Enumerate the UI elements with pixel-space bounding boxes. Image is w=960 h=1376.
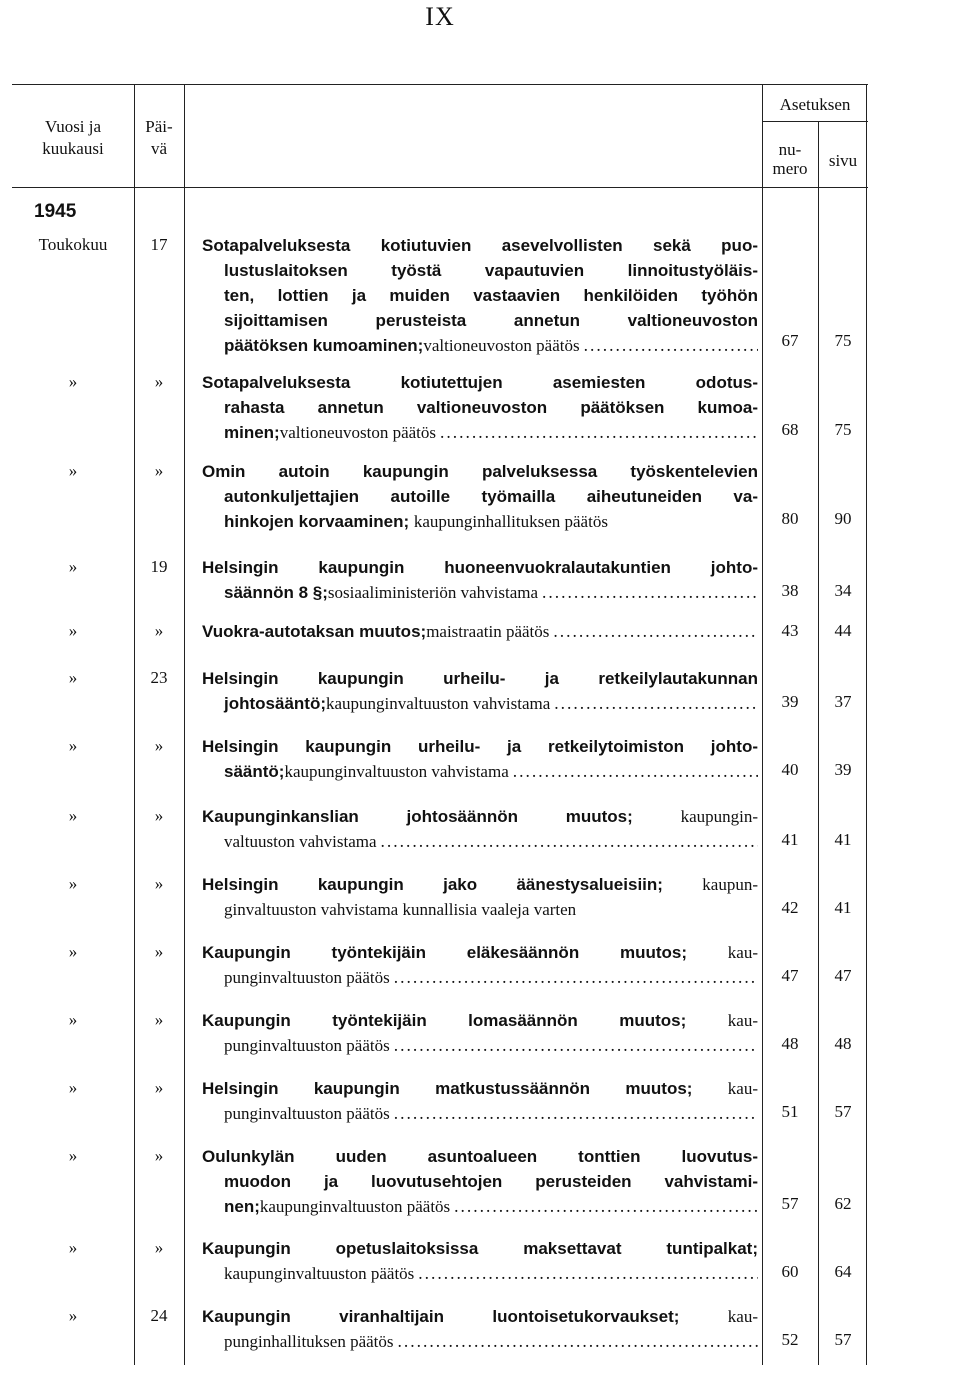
entry-title-text: Kaupungin opetuslaitoksissa maksettavat tuntipalkat;: [202, 1239, 758, 1258]
entry-line: [202, 1304, 758, 1329]
entry-source-text: kau-: [727, 1307, 758, 1326]
entry-line: [202, 940, 758, 965]
entry-line: [202, 1329, 758, 1354]
entry-title-text: Helsingin kaupungin huoneenvuokralautakuntien johto-: [202, 558, 758, 577]
entry-line: [202, 283, 758, 308]
entry-day: »: [154, 1010, 164, 1029]
entry-description: [202, 872, 758, 922]
entry-description: [202, 1144, 758, 1219]
entry-source-text: punginvaltuuston päätös: [224, 1104, 390, 1123]
entry-month: »: [68, 372, 78, 391]
entry-line: [202, 1033, 758, 1058]
entry-line: [202, 484, 758, 509]
dot-leader: [394, 1033, 758, 1057]
entry-title-text: rahasta annetun valtioneuvoston päätöksen kumoa-: [224, 398, 758, 417]
entry-decree-number: 42: [781, 898, 799, 917]
entry-day: »: [154, 736, 164, 755]
header-year-month: kuukausi: [42, 139, 104, 158]
entry-title-text: päätöksen kumoaminen;: [224, 336, 424, 355]
entry-source-text: kau-: [727, 943, 758, 962]
entry-day: »: [154, 1238, 164, 1257]
entry-title-text: lustuslaitoksen työstä vapautuvien linnoitustyöläis-: [224, 261, 758, 280]
entry-title-text: johtosääntö;: [224, 694, 326, 713]
entry-line: [202, 1144, 758, 1169]
entry-title-text: minen;: [224, 423, 280, 442]
header-divider: [762, 121, 868, 122]
header-year-month: Vuosi ja: [44, 117, 102, 136]
entry-page: 44: [834, 621, 852, 640]
page-number: IX: [425, 2, 455, 31]
entry-title-text: Kaupungin työntekijäin lomasäännön muutos;: [202, 1011, 728, 1030]
entry-decree-number: 48: [781, 1034, 799, 1053]
entry-decree-number: 52: [781, 1330, 799, 1349]
entry-title-text: Vuokra-autotaksan muutos;: [202, 622, 427, 641]
entry-description: [202, 1008, 758, 1058]
entry-line: [202, 420, 758, 445]
entry-line: [202, 370, 758, 395]
entry-source-text: punginhallituksen päätös: [224, 1332, 394, 1351]
entry-title-text: Oulunkylän uuden asuntoalueen tonttien luovutus-: [202, 1147, 758, 1166]
entry-description: [202, 370, 758, 445]
entry-line: [202, 395, 758, 420]
entry-page: 64: [834, 1262, 852, 1281]
entry-day: 19: [150, 557, 168, 576]
header-day: Päi-: [145, 117, 173, 136]
entry-line: [202, 459, 758, 484]
entry-month: »: [68, 942, 78, 961]
entry-description: [202, 804, 758, 854]
entry-title-text: Helsingin kaupungin jako äänestysalueisiin;: [202, 875, 703, 894]
entry-day: »: [154, 1078, 164, 1097]
entry-line: [202, 691, 758, 716]
entry-month: »: [68, 1238, 78, 1257]
entry-line: [202, 619, 758, 644]
entry-page: 57: [834, 1330, 852, 1349]
entry-source-text: valtioneuvoston päätös: [423, 336, 580, 355]
entry-line: [202, 333, 758, 358]
entry-description: [202, 233, 758, 358]
header-decree: Asetuksen: [779, 95, 851, 114]
entry-line: [202, 233, 758, 258]
entry-source-text: sosiaaliministeriön vahvistama: [327, 583, 539, 602]
entry-month: »: [68, 1306, 78, 1325]
entry-line: [202, 1101, 758, 1126]
entry-day: 17: [150, 235, 168, 254]
entry-month: »: [68, 1010, 78, 1029]
entry-line: [202, 1261, 758, 1286]
entry-title-text: hinkojen korvaaminen;: [224, 512, 414, 531]
entry-description: [202, 1304, 758, 1354]
entry-month: »: [68, 557, 78, 576]
entry-description: [202, 555, 758, 605]
dot-leader: [542, 580, 758, 604]
entry-source-text: kaupunginvaltuuston päätös: [224, 1264, 415, 1283]
entry-decree-number: 39: [781, 692, 799, 711]
entry-page: 34: [834, 581, 852, 600]
dot-leader: [513, 759, 758, 783]
entry-month: »: [68, 621, 78, 640]
entry-line: [202, 555, 758, 580]
entry-page: 48: [834, 1034, 852, 1053]
entry-decree-number: 38: [781, 581, 799, 600]
entry-description: [202, 1236, 758, 1286]
entry-source-text: kau-: [727, 1011, 758, 1030]
column-divider: [866, 85, 867, 1365]
entry-day: »: [154, 806, 164, 825]
entry-page: 75: [834, 331, 852, 350]
entry-month: »: [68, 461, 78, 480]
entry-page: 62: [834, 1194, 852, 1213]
entry-line: [202, 829, 758, 854]
entry-source-text: maistraatin päätös: [426, 622, 550, 641]
entry-line: [202, 897, 758, 922]
entry-title-text: ten, lottien ja muiden vastaavien henkilöiden työhön: [224, 286, 758, 305]
entry-description: [202, 459, 758, 534]
entry-line: [202, 759, 758, 784]
entry-decree-number: 67: [781, 331, 799, 350]
entry-title-text: Sotapalveluksesta kotiutuvien asevelvollisten sekä puo-: [202, 236, 758, 255]
entry-line: [202, 872, 758, 897]
entry-day: 24: [150, 1306, 168, 1325]
entry-line: [202, 1169, 758, 1194]
entry-source-text: punginvaltuuston päätös: [224, 1036, 390, 1055]
entry-line: [202, 1076, 758, 1101]
entry-decree-number: 40: [781, 760, 799, 779]
entry-line: [202, 965, 758, 990]
entry-day: 23: [150, 668, 168, 687]
entry-page: 57: [834, 1102, 852, 1121]
dot-leader: [394, 965, 758, 989]
entry-title-text: Omin autoin kaupungin palveluksessa työskentelevien: [202, 462, 758, 481]
entry-source-text: kaupunginvaltuuston vahvistama: [284, 762, 509, 781]
entry-line: [202, 509, 758, 534]
entry-source-text: kaupun-: [702, 875, 758, 894]
header-number: mero: [772, 159, 808, 178]
dot-leader: [440, 420, 758, 444]
entry-line: [202, 1008, 758, 1033]
dot-leader: [553, 619, 758, 643]
entry-day: »: [154, 372, 164, 391]
entry-decree-number: 57: [781, 1194, 799, 1213]
entry-month: Toukokuu: [38, 235, 108, 254]
entry-decree-number: 47: [781, 966, 799, 985]
column-divider: [134, 85, 135, 1365]
entry-title-text: Helsingin kaupungin urheilu- ja retkeilylautakunnan: [202, 669, 758, 688]
entry-source-text: valtuuston vahvistama: [224, 832, 377, 851]
entry-decree-number: 80: [781, 509, 799, 528]
entry-source-text: kaupunginvaltuuston vahvistama: [326, 694, 551, 713]
entry-title-text: sääntö;: [224, 762, 285, 781]
entry-decree-number: 41: [781, 830, 799, 849]
dot-leader: [454, 1194, 758, 1218]
entry-title-text: nen;: [224, 1197, 260, 1216]
entry-decree-number: 51: [781, 1102, 799, 1121]
entry-month: »: [68, 1078, 78, 1097]
entry-line: [202, 804, 758, 829]
dot-leader: [554, 691, 758, 715]
entry-decree-number: 60: [781, 1262, 799, 1281]
column-divider: [762, 85, 763, 1365]
entry-description: [202, 666, 758, 716]
entry-title-text: Kaupungin työntekijäin eläkesäännön muutos;: [202, 943, 728, 962]
dot-leader: [584, 333, 758, 357]
entry-source-text: kaupunginhallituksen päätös: [413, 512, 608, 531]
entry-title-text: säännön 8 §;: [224, 583, 328, 602]
entry-title-text: Sotapalveluksesta kotiutettujen asemiesten odotus-: [202, 373, 758, 392]
entry-day: »: [154, 874, 164, 893]
entry-title-text: muodon ja luovutusehtojen perusteiden vahvistami-: [224, 1172, 758, 1191]
entry-description: [202, 734, 758, 784]
entry-line: [202, 308, 758, 333]
entry-title-text: Kaupungin viranhaltijain luontoisetukorvaukset;: [202, 1307, 728, 1326]
entry-line: [202, 1194, 758, 1219]
entry-title-text: Kaupunginkanslian johtosäännön muutos;: [202, 807, 681, 826]
entry-page: 37: [834, 692, 852, 711]
entry-decree-number: 43: [781, 621, 799, 640]
entry-decree-number: 68: [781, 420, 799, 439]
entry-line: [202, 580, 758, 605]
column-divider: [818, 121, 819, 1365]
entry-source-text: kaupunginvaltuuston päätös: [259, 1197, 451, 1216]
entry-day: »: [154, 461, 164, 480]
header-number: nu-: [778, 140, 802, 159]
entry-page: 41: [834, 830, 852, 849]
entry-page: 47: [834, 966, 852, 985]
entry-line: [202, 734, 758, 759]
entry-line: [202, 258, 758, 283]
entry-title-text: Helsingin kaupungin matkustussäännön muutos;: [202, 1079, 728, 1098]
entry-page: 39: [834, 760, 852, 779]
entry-month: »: [68, 736, 78, 755]
entry-line: [202, 1236, 758, 1261]
entry-title-text: autonkuljettajien autoille työmailla aiheutuneiden va-: [224, 487, 758, 506]
entry-source-text: valtioneuvoston päätös: [279, 423, 437, 442]
header-divider: [12, 187, 868, 188]
entry-title-text: sijoittamisen perusteista annetun valtioneuvoston: [224, 311, 758, 330]
entry-title-text: Helsingin kaupungin urheilu- ja retkeilytoimiston johto-: [202, 737, 758, 756]
header-page: sivu: [828, 151, 858, 170]
entry-description: [202, 1076, 758, 1126]
entry-page: 90: [834, 509, 852, 528]
dot-leader: [394, 1101, 758, 1125]
dot-leader: [418, 1261, 758, 1285]
entry-month: »: [68, 668, 78, 687]
entry-source-text: kaupungin-: [680, 807, 758, 826]
entry-page: 75: [834, 420, 852, 439]
entry-description: [202, 940, 758, 990]
dot-leader: [381, 829, 758, 853]
entry-day: »: [154, 942, 164, 961]
dot-leader: [398, 1329, 758, 1353]
column-divider: [184, 85, 185, 1365]
entry-day: »: [154, 621, 164, 640]
year-heading: 1945: [34, 201, 77, 222]
entry-description: [202, 619, 758, 644]
entry-day: »: [154, 1146, 164, 1165]
header-day: vä: [150, 139, 168, 158]
entry-source-text: kau-: [727, 1079, 758, 1098]
entry-source-text: punginvaltuuston päätös: [224, 968, 390, 987]
entry-month: »: [68, 1146, 78, 1165]
entry-line: [202, 666, 758, 691]
entry-month: »: [68, 806, 78, 825]
entry-source-text: ginvaltuuston vahvistama kunnallisia vaaleja varten: [224, 900, 577, 919]
entry-page: 41: [834, 898, 852, 917]
entry-month: »: [68, 874, 78, 893]
